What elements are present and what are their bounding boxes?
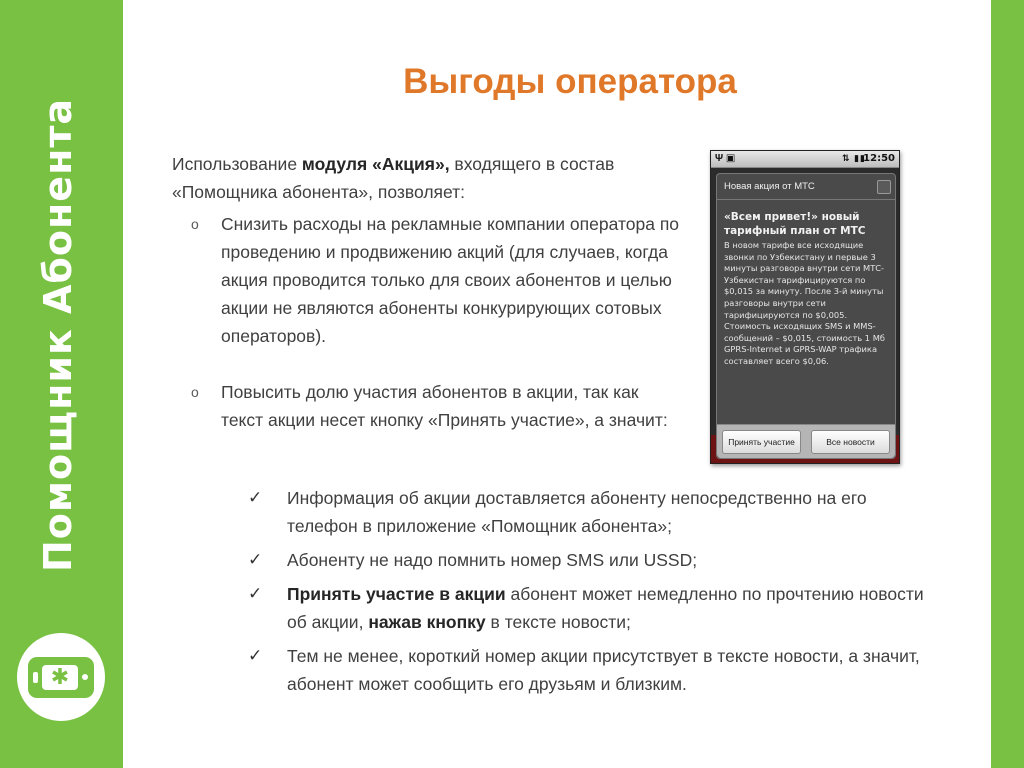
check-text: абонент может немедленно по прочтению новости об акции, (287, 584, 924, 632)
checkmark-icon: ✓ (248, 550, 263, 569)
dialog-button-bar (717, 424, 895, 458)
checkmark-icon: ✓ (248, 488, 263, 507)
logo (17, 633, 105, 721)
status-time: 12:50 (863, 153, 895, 164)
right-sidebar-band (991, 0, 1024, 768)
dialog-body (724, 210, 890, 368)
status-bar (711, 151, 899, 168)
promo-text: В новом тарифе все исходящие звонки по Узбекистану и первые 3 минуты разговора внутри сети МТС-Узбекистан тарифицируются по $0,015 за минуту. После 3-й минуты разговоры внутри сети тарифицируются по $0,005. Стоимость исходящих SMS и MMS-сообщений – $0,015, стоимость 1 Мб GPRS-Internet и GPRS-WAP трафика составляет всего $0,06. (724, 240, 885, 366)
intro-suffix: входящего в состав «Помощника абонента», позволяет: (172, 154, 615, 202)
status-notification-icons: Ψ ▣ (715, 153, 736, 164)
dialog-header (717, 174, 895, 200)
slide-title: Выгоды оператора (403, 62, 737, 101)
phone-screenshot (710, 150, 900, 464)
accept-button[interactable]: Принять участие (722, 430, 801, 454)
benefit-list-2 (191, 378, 681, 440)
phone-icon (28, 657, 94, 698)
check-item (248, 546, 928, 574)
circle-bullet-icon: o (191, 216, 199, 232)
benefit-item (191, 210, 681, 350)
check-text: в тексте новости; (485, 612, 631, 632)
check-item (248, 642, 928, 698)
benefit-text: Повысить долю участия абонентов в акции, так как текст акции несет кнопку «Принять участие», а значит: (221, 382, 668, 430)
side-title: Помощник Абонента (36, 98, 80, 572)
check-text-bold: Принять участие в акции (287, 584, 506, 604)
check-text: Тем не менее, короткий номер акции присутствует в тексте новости, а значит, абонент может сообщить его друзьям и близким. (287, 646, 920, 694)
phone-side-button (33, 672, 38, 683)
check-text: Абоненту не надо помнить номер SMS или USSD; (287, 550, 698, 570)
left-sidebar-band (0, 0, 123, 768)
phone-home-button (82, 674, 88, 680)
checkmark-icon: ✓ (248, 584, 263, 603)
promo-headline: «Всем привет!» новый тарифный план от МТС (724, 211, 866, 237)
circle-bullet-icon: o (191, 384, 199, 400)
promo-dialog (716, 173, 896, 459)
close-icon[interactable] (877, 180, 891, 194)
benefit-item (191, 378, 681, 434)
check-item (248, 484, 928, 540)
phone-screen-glyph: ✱ (42, 665, 78, 690)
intro-paragraph (172, 150, 652, 206)
benefit-list (191, 210, 681, 356)
check-text-bold: нажав кнопку (368, 612, 486, 632)
benefit-text: Снизить расходы на рекламные компании оператора по проведению и продвижению акций (для случаев, когда акция проводится только для своих абонентов и целью акции не являются абоненты конкурирующих сотовых операторов). (221, 214, 680, 346)
all-news-button[interactable]: Все новости (811, 430, 890, 454)
checkmark-icon: ✓ (248, 646, 263, 665)
signal-icon: ⇅ ▮▮ (842, 153, 866, 163)
check-list (248, 484, 928, 704)
check-text: Информация об акции доставляется абоненту непосредственно на его телефон в приложение «Помощник абонента»; (287, 488, 867, 536)
dialog-title: Новая акция от МТС (724, 181, 815, 192)
intro-prefix: Использование (172, 154, 302, 174)
check-item (248, 580, 928, 636)
intro-bold: модуля «Акция», (301, 154, 450, 174)
